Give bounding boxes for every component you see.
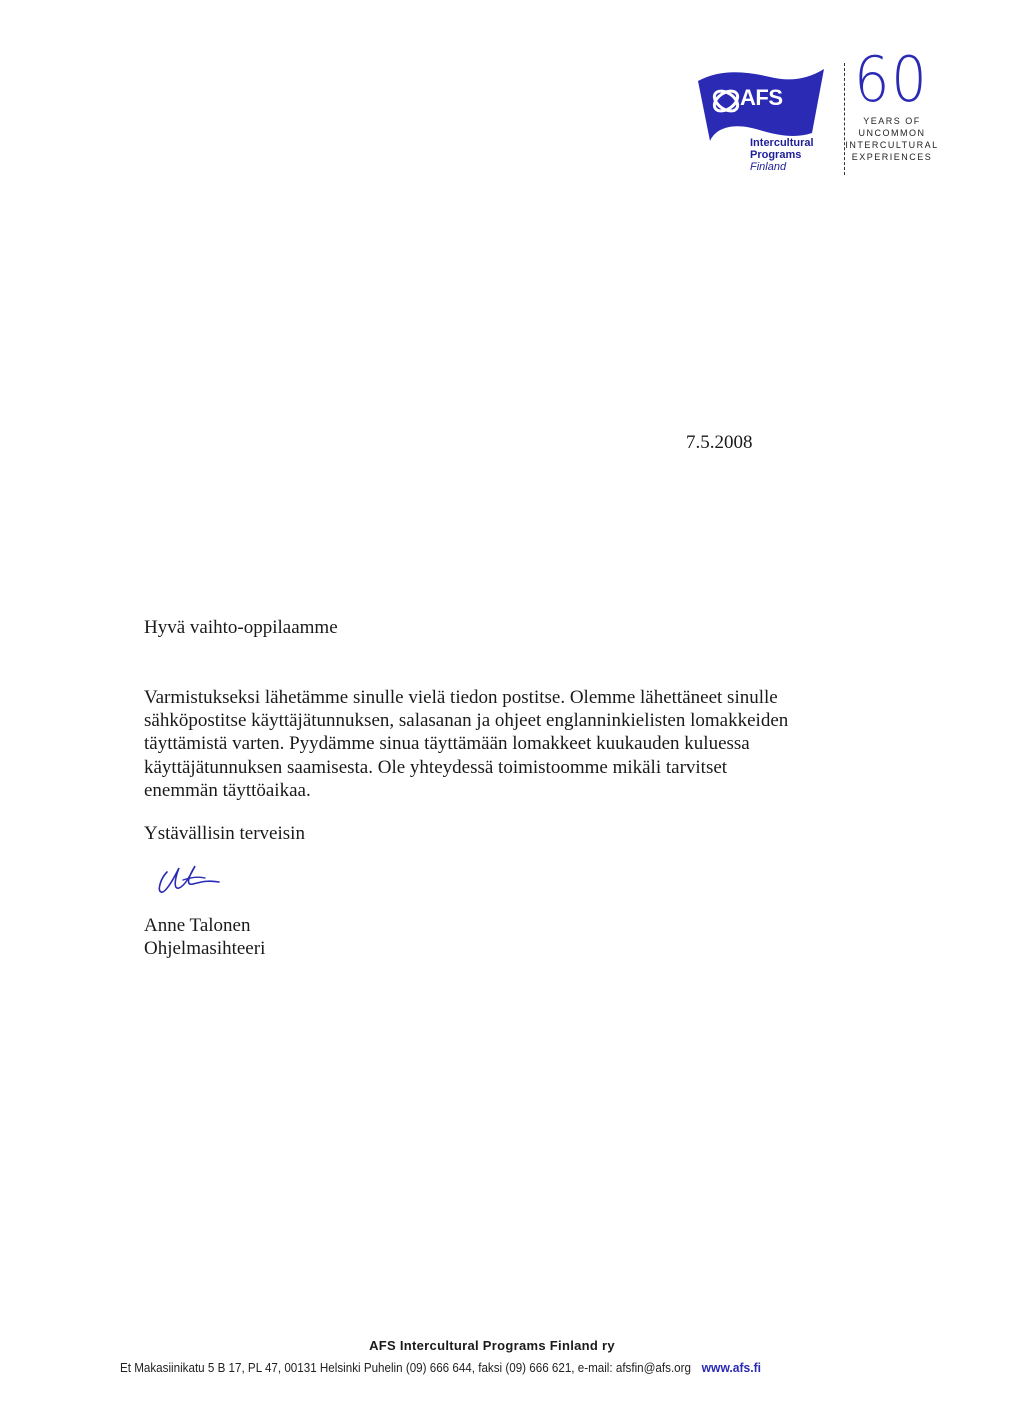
anniversary-line-1: YEARS OF xyxy=(863,116,921,126)
body-line: käyttäjätunnuksen saamisesta. Ole yhteydessä toimistoomme mikäli tarvitset xyxy=(144,756,728,778)
letterhead-logo xyxy=(690,43,940,185)
anniversary-line-2: UNCOMMON xyxy=(858,128,926,138)
signer-title: Ohjelmasihteeri xyxy=(144,938,266,959)
closing: Ystävällisin terveisin xyxy=(144,823,305,844)
body-line: täyttämistä varten. Pyydämme sinua täyttämään lomakkeet kuukauden kuluessa xyxy=(144,733,750,755)
anniversary-number: 60 xyxy=(854,43,929,116)
footer-website-link[interactable]: www.afs.fi xyxy=(701,1360,762,1375)
afs-wordmark: AFS xyxy=(740,85,783,110)
footer-org-name: AFS Intercultural Programs Finland ry xyxy=(369,1338,615,1353)
footer-address: Et Makasiinikatu 5 B 17, PL 47, 00131 Helsinki Puhelin (09) 666 644, faksi (09) 666 621, e-mail: afsfin@afs.org xyxy=(120,1361,691,1375)
afs-subtitle-line-2: Programs xyxy=(750,149,802,161)
afs-subtitle-line-3: Finland xyxy=(750,161,787,173)
afs-subtitle xyxy=(750,137,814,173)
body-line: enemmän täyttöaikaa. xyxy=(144,779,311,801)
body-line: sähköpostitse käyttäjätunnuksen, salasanan ja ohjeet englanninkielisten lomakkeiden xyxy=(144,710,789,732)
letter-date: 7.5.2008 xyxy=(686,432,753,453)
anniversary-line-3: INTERCULTURAL xyxy=(845,140,939,150)
salutation: Hyvä vaihto-oppilaamme xyxy=(144,617,338,638)
afs-subtitle-line-1: Intercultural xyxy=(750,137,814,149)
signer-name: Anne Talonen xyxy=(144,915,251,936)
anniversary-text xyxy=(844,115,940,163)
handwritten-signature xyxy=(155,858,225,903)
letter-body xyxy=(144,686,864,802)
anniversary-line-4: EXPERIENCES xyxy=(851,152,933,162)
body-line: Varmistukseksi lähetämme sinulle vielä tiedon postitse. Olemme lähettäneet sinulle xyxy=(144,687,778,708)
footer-contact xyxy=(120,1360,761,1375)
